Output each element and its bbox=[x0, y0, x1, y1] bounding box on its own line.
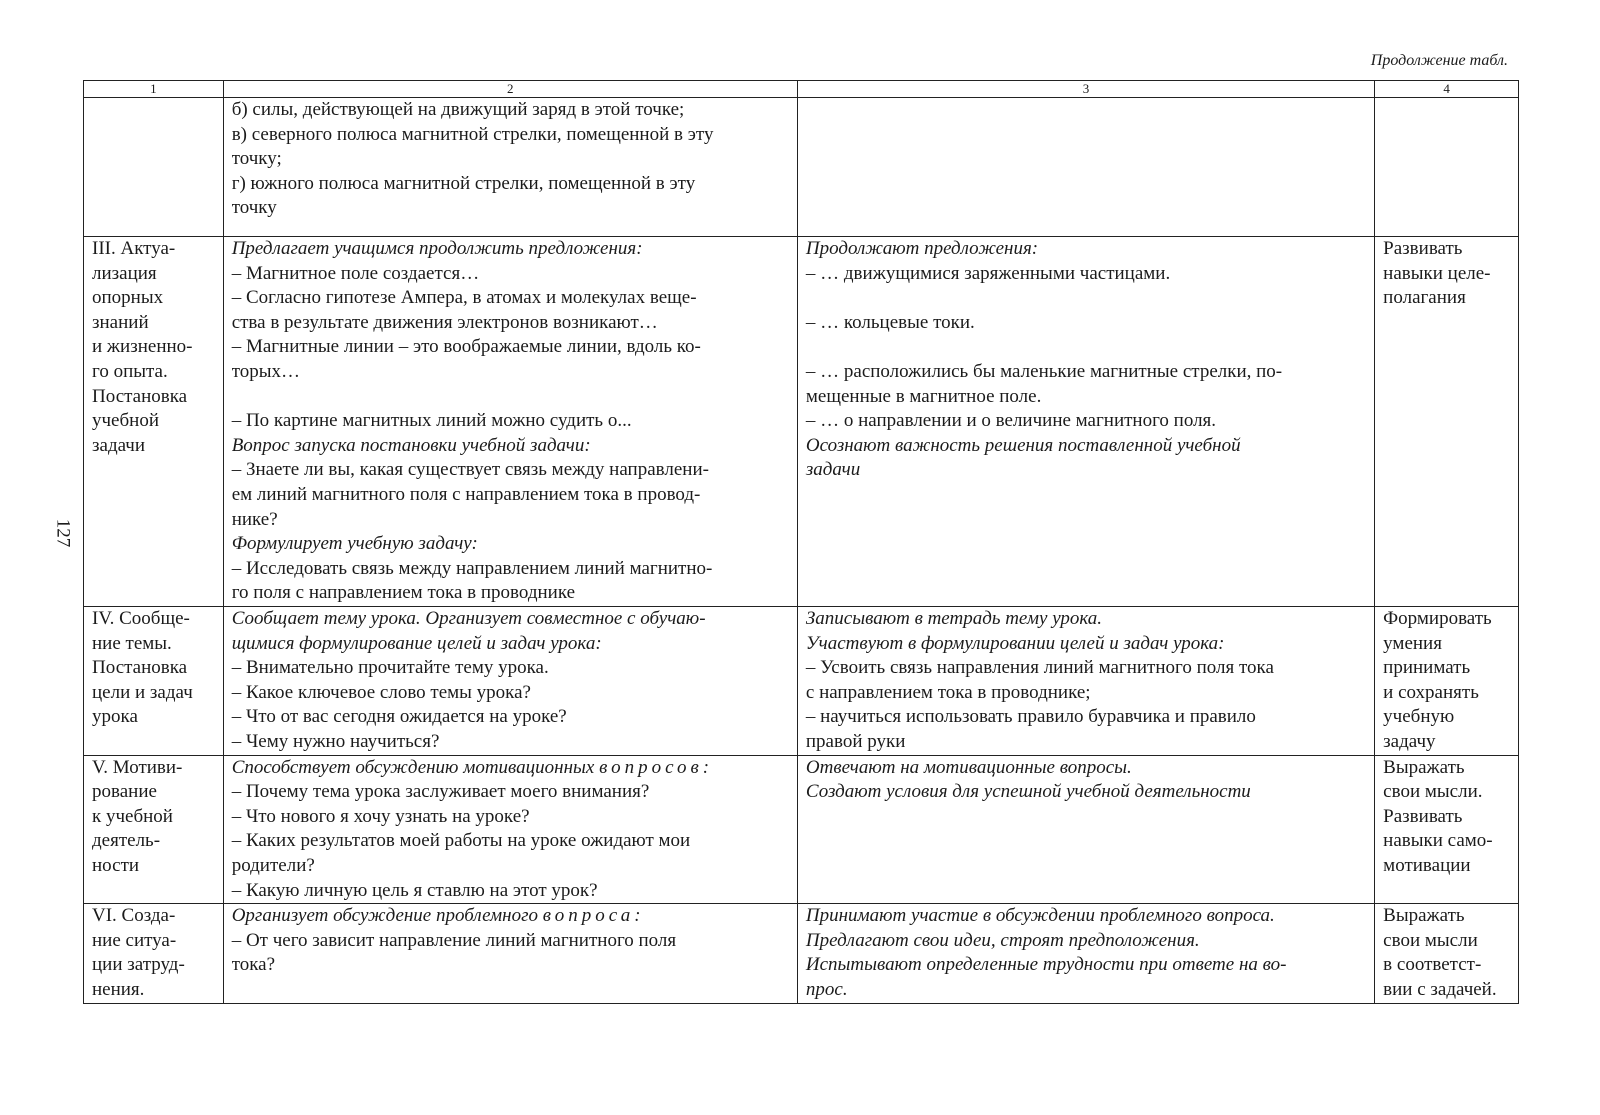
text-line: – Исследовать связь между направлением линий магнитно- bbox=[231, 557, 713, 579]
lesson-table bbox=[83, 80, 1519, 1004]
blank-line bbox=[806, 335, 1366, 360]
stage-line: рование bbox=[92, 781, 157, 803]
text-line: мещенные в магнитное поле. bbox=[805, 385, 1042, 407]
text-line: принимать bbox=[1383, 657, 1471, 679]
stage-cell bbox=[84, 98, 224, 237]
text-line: – Почему тема урока заслуживает моего внимания? bbox=[231, 781, 650, 803]
italic-line: Формулирует учебную задачу: bbox=[231, 533, 478, 555]
teacher-activity-cell bbox=[223, 755, 797, 904]
column-number: 3 bbox=[797, 81, 1374, 98]
text-line: свои мысли. bbox=[1383, 781, 1483, 803]
uud-cell bbox=[1375, 607, 1519, 756]
text-line: тока? bbox=[231, 954, 276, 976]
text-line: ства в результате движения электронов возникают… bbox=[231, 311, 658, 333]
text-line: умения bbox=[1383, 632, 1442, 654]
italic-text: Организует обсуждение проблемного bbox=[231, 905, 539, 927]
text-line: – От чего зависит направление линий магнитного поля bbox=[231, 929, 677, 951]
stage-cell bbox=[84, 904, 224, 1003]
italic-line: Записывают в тетрадь тему урока. bbox=[805, 608, 1103, 629]
italic-line: Продолжают предложения: bbox=[805, 238, 1039, 259]
italic-line: Предлагают свои идеи, строят предположения. bbox=[805, 929, 1200, 951]
text-line: – Согласно гипотезе Ампера, в атомах и молекулах веще- bbox=[231, 287, 697, 309]
italic-line: щимися формулирование целей и задач урока: bbox=[231, 632, 602, 654]
text-line: с направлением тока в проводнике; bbox=[805, 681, 1091, 703]
text-line: – Чему нужно научиться? bbox=[231, 730, 440, 752]
text-line: – Какую личную цель я ставлю на этот урок? bbox=[231, 879, 598, 901]
column-number: 4 bbox=[1375, 81, 1519, 98]
stage-line: ние ситуа- bbox=[92, 929, 177, 951]
stage-line: и жизненно- bbox=[92, 336, 193, 358]
stage-line: задачи bbox=[92, 434, 146, 456]
text-line: – … кольцевые токи. bbox=[805, 311, 975, 333]
text-line: Развивать bbox=[1383, 238, 1463, 259]
text-line: – Каких результатов моей работы на уроке ожидают мои bbox=[231, 830, 691, 852]
stage-line: учебной bbox=[92, 410, 159, 432]
student-activity-cell bbox=[797, 607, 1374, 756]
stage-line: ности bbox=[92, 854, 140, 876]
stage-line: го опыта. bbox=[92, 360, 168, 382]
page-number: 127 bbox=[52, 518, 74, 548]
stage-line: к учебной bbox=[92, 805, 173, 827]
uud-cell bbox=[1375, 755, 1519, 904]
italic-line: Вопрос запуска постановки учебной задачи: bbox=[231, 434, 591, 456]
text-line: навыки целе- bbox=[1383, 262, 1491, 284]
italic-line: Принимают участие в обсуждении проблемного вопроса. bbox=[805, 905, 1275, 927]
italic-line: Участвуют в формулировании целей и задач урока: bbox=[805, 632, 1225, 654]
text-line: родители? bbox=[231, 854, 315, 876]
text-line: б) силы, действующей на движущий заряд в этой точке; bbox=[231, 99, 685, 120]
text-line: – Что нового я хочу узнать на уроке? bbox=[231, 805, 530, 827]
spaced-text: вопросов: bbox=[599, 756, 714, 778]
text-line: Выражать bbox=[1383, 905, 1465, 927]
uud-cell bbox=[1375, 98, 1519, 237]
column-number: 2 bbox=[223, 81, 797, 98]
blank-line bbox=[806, 286, 1366, 311]
text-line: торых… bbox=[231, 360, 301, 382]
spaced-text: вопроса: bbox=[542, 905, 645, 927]
text-line: в соответст- bbox=[1383, 954, 1482, 976]
text-line: г) южного полюса магнитной стрелки, помещенной в эту bbox=[231, 172, 696, 194]
blank-line bbox=[232, 385, 789, 410]
stage-line: нения. bbox=[92, 978, 145, 1000]
column-number-row bbox=[84, 81, 1519, 98]
text-line: задачу bbox=[1383, 730, 1436, 752]
italic-line: Создают условия для успешной учебной деятельности bbox=[805, 781, 1251, 803]
stage-cell bbox=[84, 237, 224, 607]
student-activity-cell bbox=[797, 755, 1374, 904]
text-line: навыки само- bbox=[1383, 830, 1493, 852]
text-line: – … расположились бы маленькие магнитные стрелки, по- bbox=[805, 360, 1283, 382]
italic-line: прос. bbox=[805, 978, 848, 1000]
stage-line: опорных bbox=[92, 287, 164, 309]
stage-line: урока bbox=[92, 706, 138, 728]
stage-line: III. Актуа- bbox=[92, 238, 176, 259]
text-line: учебную bbox=[1383, 706, 1455, 728]
stage-line: деятель- bbox=[92, 830, 161, 852]
table-row bbox=[84, 607, 1519, 756]
text-line: точку bbox=[231, 197, 277, 219]
text-line: – … о направлении и о величине магнитного поля. bbox=[805, 410, 1217, 432]
italic-line: Предлагает учащимся продолжить предложения: bbox=[231, 238, 643, 259]
italic-text: Способствует обсуждению мотивационных bbox=[231, 756, 595, 778]
stage-line: цели и задач bbox=[92, 681, 193, 703]
stage-cell bbox=[84, 755, 224, 904]
stage-line: VI. Созда- bbox=[92, 905, 176, 927]
text-line: ем линий магнитного поля с направлением тока в провод- bbox=[231, 483, 701, 505]
table-row bbox=[84, 98, 1519, 237]
student-activity-cell bbox=[797, 98, 1374, 237]
text-line: свои мысли bbox=[1383, 929, 1478, 951]
text-line: – научиться использовать правило буравчика и правило bbox=[805, 706, 1256, 728]
text-line: и сохранять bbox=[1383, 681, 1479, 703]
text-line: – Магнитные линии – это воображаемые линии, вдоль ко- bbox=[231, 336, 701, 358]
table-row bbox=[84, 237, 1519, 607]
text-line: – … движущимися заряженными частицами. bbox=[805, 262, 1171, 284]
italic-line: Испытывают определенные трудности при ответе на во- bbox=[805, 954, 1287, 976]
student-activity-cell bbox=[797, 237, 1374, 607]
text-line: вии с задачей. bbox=[1383, 978, 1497, 1000]
uud-cell bbox=[1375, 904, 1519, 1003]
text-line: Выражать bbox=[1383, 756, 1465, 778]
text-line: – Внимательно прочитайте тему урока. bbox=[231, 657, 549, 679]
text-line: в) северного полюса магнитной стрелки, помещенной в эту bbox=[231, 123, 714, 145]
column-number: 1 bbox=[84, 81, 224, 98]
italic-line: задачи bbox=[805, 459, 861, 481]
teacher-activity-cell bbox=[223, 607, 797, 756]
text-line: – Что от вас сегодня ожидается на уроке? bbox=[231, 706, 567, 728]
stage-line: IV. Сообще- bbox=[92, 608, 190, 629]
text-line: Формировать bbox=[1383, 608, 1492, 629]
italic-line bbox=[232, 756, 789, 781]
italic-line: Отвечают на мотивационные вопросы. bbox=[805, 756, 1132, 778]
stage-cell bbox=[84, 607, 224, 756]
table-row bbox=[84, 755, 1519, 904]
stage-line: знаний bbox=[92, 311, 149, 333]
italic-line: Осознают важность решения поставленной учебной bbox=[805, 434, 1241, 456]
stage-line: ние темы. bbox=[92, 632, 172, 654]
stage-line: Постановка bbox=[92, 657, 188, 679]
stage-line: лизация bbox=[92, 262, 157, 284]
text-line: – По картине магнитных линий можно судить о... bbox=[231, 410, 632, 432]
text-line: нике? bbox=[231, 508, 278, 530]
table-row bbox=[84, 904, 1519, 1003]
stage-line: Постановка bbox=[92, 385, 188, 407]
text-line: – Магнитное поле создается… bbox=[231, 262, 480, 284]
uud-cell bbox=[1375, 237, 1519, 607]
text-line: точку; bbox=[231, 148, 282, 170]
text-line: правой руки bbox=[805, 730, 906, 752]
text-line: полагания bbox=[1383, 287, 1466, 309]
text-line: – Знаете ли вы, какая существует связь между направлени- bbox=[231, 459, 709, 481]
italic-line bbox=[232, 904, 789, 929]
stage-line: ции затруд- bbox=[92, 954, 185, 976]
text-line: Развивать bbox=[1383, 805, 1463, 827]
italic-line: Сообщает тему урока. Организует совместное с обучаю- bbox=[231, 608, 706, 629]
text-line: – Усвоить связь направления линий магнитного поля тока bbox=[805, 657, 1274, 679]
stage-line: V. Мотиви- bbox=[92, 756, 183, 778]
text-line: го поля с направлением тока в проводнике bbox=[231, 582, 576, 604]
text-line: – Какое ключевое слово темы урока? bbox=[231, 681, 531, 703]
teacher-activity-cell bbox=[223, 98, 797, 237]
text-line: мотивации bbox=[1383, 854, 1471, 876]
teacher-activity-cell bbox=[223, 904, 797, 1003]
teacher-activity-cell bbox=[223, 237, 797, 607]
continuation-label: Продолжение табл. bbox=[1370, 52, 1508, 69]
student-activity-cell bbox=[797, 904, 1374, 1003]
